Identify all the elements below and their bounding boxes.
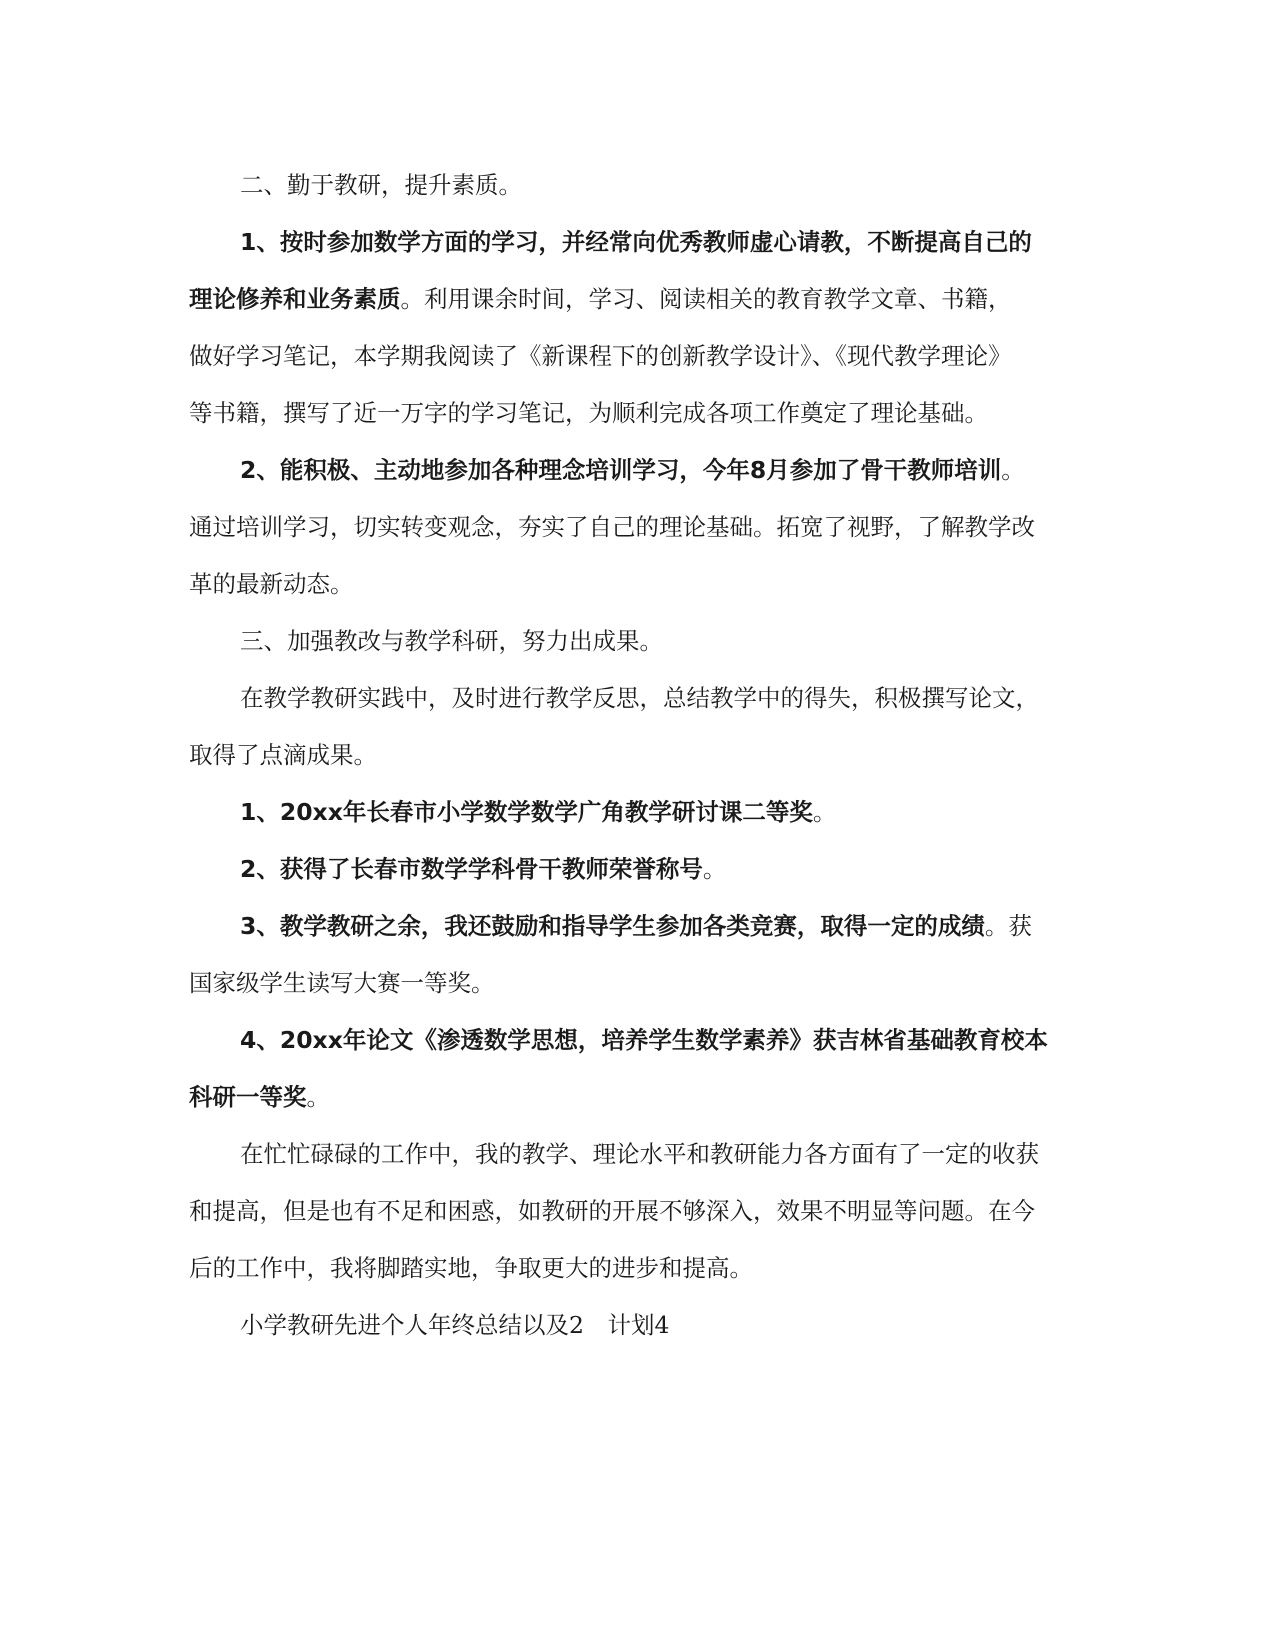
item-2-2-line-3 bbox=[189, 569, 354, 599]
item-2-2-line-2 bbox=[189, 512, 1035, 542]
footer-title bbox=[240, 1310, 669, 1340]
item-2-1-line-4 bbox=[189, 398, 988, 428]
summary-line-2 bbox=[189, 1196, 1035, 1226]
body-text: 取得了点滴成果。 bbox=[189, 741, 377, 769]
body-text: 后的工作中，我将脚踏实地，争取更大的进步和提高。 bbox=[189, 1254, 753, 1282]
bold-text: 4、20xx年论文《渗透数学思想，培养学生数学素养》获吉林省基础教育校本 bbox=[240, 1026, 1048, 1054]
body-text: 。 bbox=[1001, 456, 1025, 484]
award-1 bbox=[240, 797, 836, 827]
bold-text: 1、按时参加数学方面的学习，并经常向优秀教师虚心请教，不断提高自己的 bbox=[240, 228, 1032, 256]
para-3-line-2 bbox=[189, 740, 377, 770]
body-text: 。利用课余时间，学习、阅读相关的教育教学文章、书籍， bbox=[400, 285, 1012, 313]
section-heading-3 bbox=[240, 626, 663, 656]
footer-text: 小学教研先进个人年终总结以及2 计划4 bbox=[240, 1311, 670, 1339]
summary-line-3 bbox=[189, 1253, 753, 1283]
item-2-1-line-1 bbox=[240, 227, 1032, 257]
award-3-line-1 bbox=[240, 911, 1032, 941]
body-text: 。获 bbox=[984, 912, 1032, 940]
body-text: 。 bbox=[812, 798, 837, 826]
bold-text: 2、获得了长春市数学学科骨干教师荣誉称号 bbox=[240, 855, 703, 883]
body-text: 在教学教研实践中，及时进行教学反思，总结教学中的得失，积极撰写论文， bbox=[240, 684, 1039, 712]
body-text: 做好学习笔记，本学期我阅读了《新课程下的创新教学设计》、《现代教学理论》 bbox=[189, 342, 1012, 370]
heading-text: 三、加强教改与教学科研，努力出成果。 bbox=[240, 627, 663, 655]
award-4-line-2 bbox=[189, 1082, 330, 1112]
bold-text: 理论修养和业务素质 bbox=[189, 285, 401, 313]
award-2 bbox=[240, 854, 726, 884]
award-3-line-2 bbox=[189, 968, 495, 998]
body-text: 国家级学生读写大赛一等奖。 bbox=[189, 969, 495, 997]
body-text: 。 bbox=[306, 1083, 330, 1111]
bold-text: 2、能积极、主动地参加各种理念培训学习，今年8月参加了骨干教师培训 bbox=[240, 456, 1002, 484]
item-2-1-line-2 bbox=[189, 284, 1012, 314]
section-heading-2 bbox=[240, 170, 522, 200]
body-text: 在忙忙碌碌的工作中，我的教学、理论水平和教研能力各方面有了一定的收获 bbox=[240, 1140, 1039, 1168]
item-2-1-line-3 bbox=[189, 341, 1012, 371]
body-text: 革的最新动态。 bbox=[189, 570, 354, 598]
body-text: 通过培训学习，切实转变观念，夯实了自己的理论基础。拓宽了视野，了解教学改 bbox=[189, 513, 1035, 541]
body-text: 。 bbox=[702, 855, 727, 883]
bold-text: 科研一等奖 bbox=[189, 1083, 307, 1111]
body-text: 等书籍，撰写了近一万字的学习笔记，为顺利完成各项工作奠定了理论基础。 bbox=[189, 399, 988, 427]
heading-text: 二、勤于教研，提升素质。 bbox=[240, 171, 522, 199]
bold-text: 3、教学教研之余，我还鼓励和指导学生参加各类竞赛，取得一定的成绩 bbox=[240, 912, 985, 940]
award-4-line-1 bbox=[240, 1025, 1048, 1055]
summary-line-1 bbox=[240, 1139, 1039, 1169]
bold-text: 1、20xx年长春市小学数学数学广角教学研讨课二等奖 bbox=[240, 798, 813, 826]
body-text: 和提高，但是也有不足和困惑，如教研的开展不够深入，效果不明显等问题。在今 bbox=[189, 1197, 1035, 1225]
item-2-2-line-1 bbox=[240, 455, 1025, 485]
para-3-line-1 bbox=[240, 683, 1039, 713]
